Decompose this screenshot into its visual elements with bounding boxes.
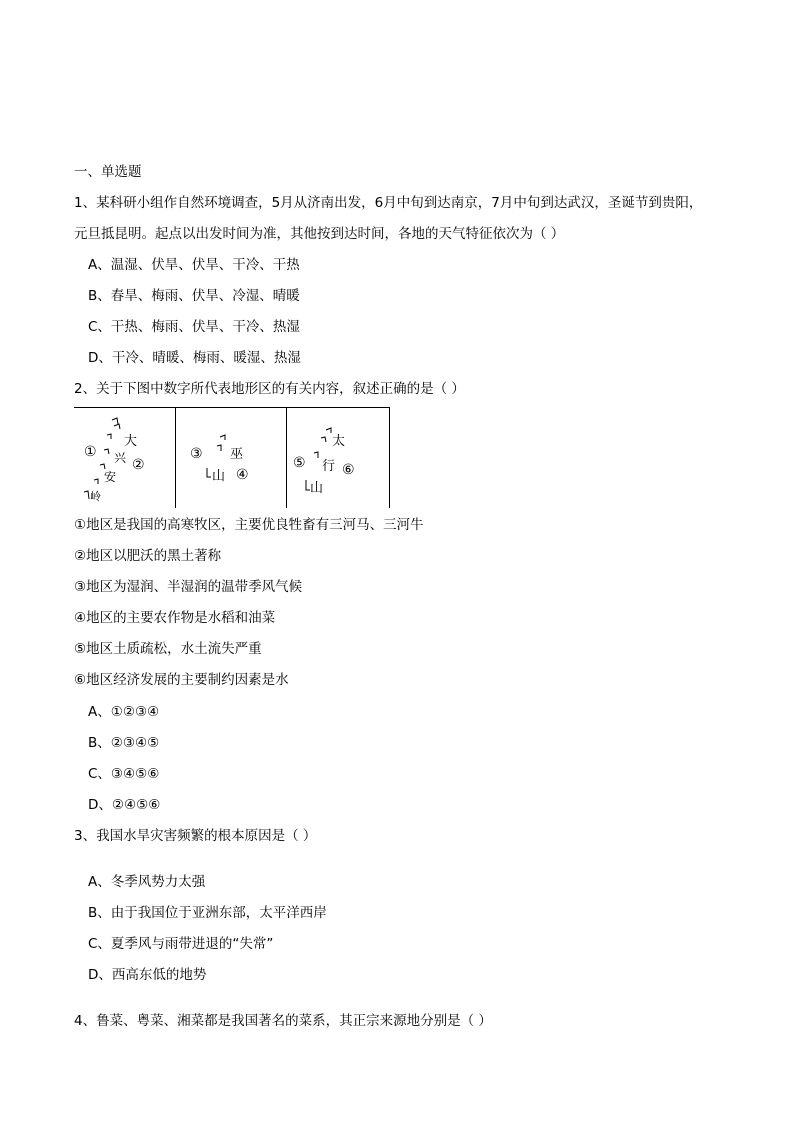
section-title: 一、单选题 — [74, 164, 142, 180]
statement-6: ⑥地区经济发展的主要制约因素是水 — [74, 672, 289, 688]
question-1-option-a[interactable]: A、温湿、伏旱、伏旱、干冷、干热 — [88, 257, 300, 273]
question-3-stem: 3、我国水旱灾害频繁的根本原因是（ ） — [74, 828, 317, 844]
circle-label-6: ⑥ — [342, 462, 355, 478]
question-2-option-b[interactable]: B、②③④⑤ — [88, 735, 160, 751]
circle-label-5: ⑤ — [293, 455, 306, 471]
question-3-option-b[interactable]: B、由于我国位于亚洲东部，太平洋西岸 — [88, 905, 327, 921]
label-xing: 兴 — [114, 451, 127, 465]
question-2-option-c[interactable]: C、③④⑤⑥ — [88, 766, 160, 782]
question-1-stem-line-2: 元旦抵昆明。起点以出发时间为准，其他按到达时间，各地的天气特征依次为（ ） — [74, 226, 565, 242]
statement-1: ①地区是我国的高寒牧区，主要优良牲畜有三河马、三河牛 — [74, 517, 424, 533]
question-1-option-c[interactable]: C、干热、梅雨、伏旱、干冷、热湿 — [88, 319, 300, 335]
label-ling: 岭 — [90, 490, 101, 503]
terrain-figure — [74, 407, 390, 508]
question-1-stem-line-1: 1、某科研小组作自然环境调查，5月从济南出发，6月中旬到达南京，7月中旬到达武汉，圣诞节到贵阳， — [74, 195, 703, 211]
label-wu: 巫 — [230, 447, 244, 462]
question-2-option-d[interactable]: D、②④⑤⑥ — [88, 797, 161, 813]
label-da: 大 — [124, 434, 138, 449]
question-3-option-c[interactable]: C、夏季风与雨带进退的“失常” — [88, 936, 274, 952]
circle-label-1: ① — [84, 444, 97, 460]
mountain-range-sketches — [74, 408, 390, 508]
statement-3: ③地区为湿润、半湿润的温带季风气候 — [74, 579, 303, 595]
label-hang: 行 — [322, 459, 336, 474]
circle-label-3: ③ — [190, 446, 203, 462]
label-tai: 太 — [332, 434, 346, 449]
question-1-option-d[interactable]: D、干冷、晴暖、梅雨、暖湿、热湿 — [88, 350, 301, 366]
label-shan-2: 山 — [212, 469, 226, 484]
statement-4: ④地区的主要农作物是水稻和油菜 — [74, 610, 276, 626]
question-3-option-d[interactable]: D、西高东低的地势 — [88, 967, 207, 983]
circle-label-2: ② — [132, 457, 145, 473]
label-shan-3: 山 — [310, 481, 324, 496]
statement-5: ⑤地区土质疏松，水土流失严重 — [74, 641, 262, 657]
question-1-option-b[interactable]: B、春旱、梅雨、伏旱、冷湿、晴暖 — [88, 288, 300, 304]
label-an: 安 — [104, 470, 117, 484]
question-2-stem: 2、关于下图中数字所代表地形区的有关内容，叙述正确的是（ ） — [74, 381, 465, 397]
circle-label-4: ④ — [236, 467, 249, 483]
question-3-option-a[interactable]: A、冬季风势力太强 — [88, 874, 206, 890]
question-4-stem: 4、鲁菜、粤菜、湘菜都是我国著名的菜系，其正宗来源地分别是（ ） — [74, 1013, 492, 1029]
statement-2: ②地区以肥沃的黑土著称 — [74, 548, 222, 564]
question-2-option-a[interactable]: A、①②③④ — [88, 704, 160, 720]
